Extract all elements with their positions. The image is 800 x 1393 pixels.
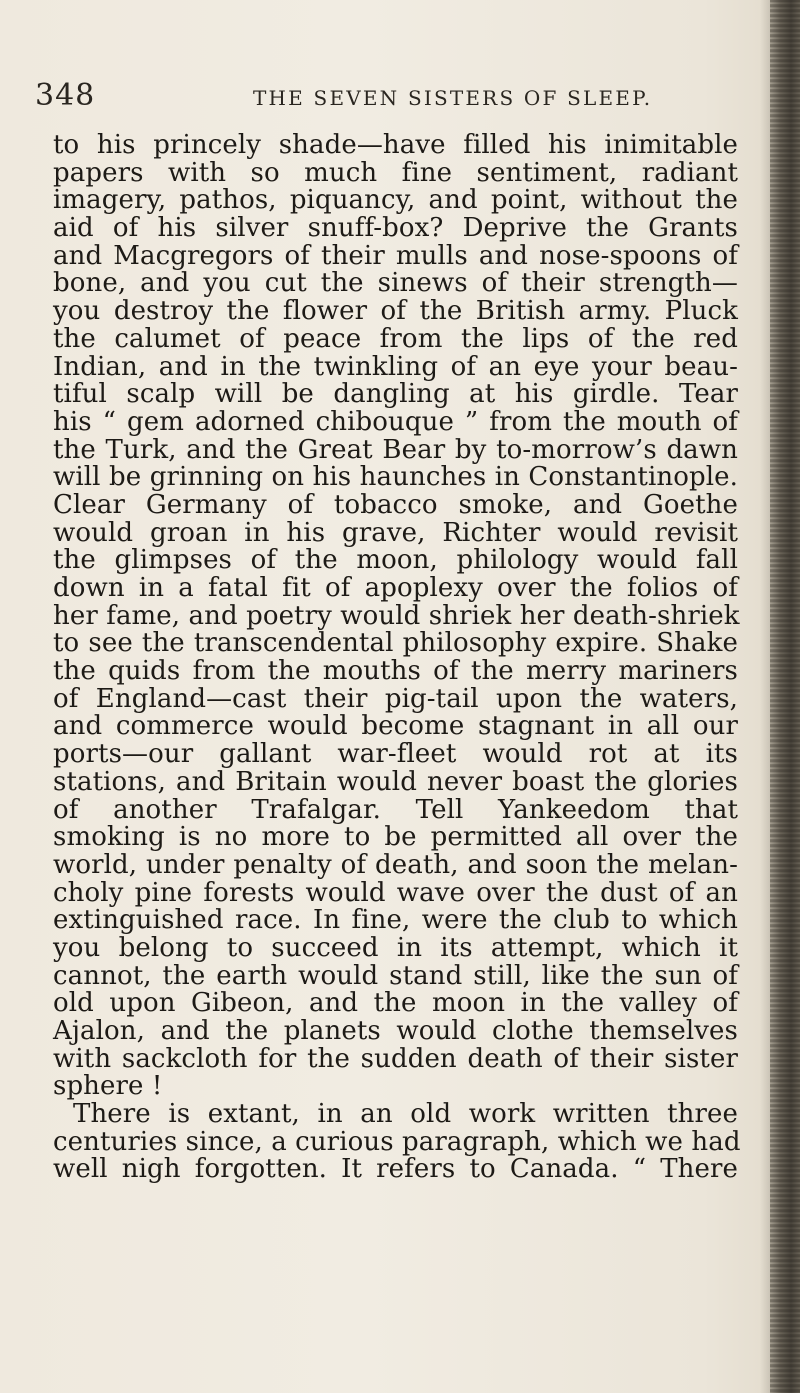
running-head: THE SEVEN SISTERS OF SLEEP.: [253, 86, 653, 110]
text-line: well nigh forgotten. It refers to Canada. “ There: [53, 1154, 738, 1185]
text-line: to his princely shade—have filled his inimitable: [53, 130, 738, 160]
text-line: choly pine forests would wave over the dust of an: [53, 877, 738, 908]
text-line: Indian, and in the twinkling of an eye your beau-: [53, 351, 738, 382]
text-line: smoking is no more to be permitted all over the: [53, 822, 738, 853]
text-line: the Turk, and the Great Bear by to-morrow’s dawn: [53, 434, 738, 465]
text-line: the calumet of peace from the lips of the red: [53, 323, 738, 354]
text-line: will be grinning on his haunches in Constantinople.: [53, 462, 738, 493]
text-line: world, under penalty of death, and soon the melan-: [53, 849, 738, 880]
text-line: would groan in his grave, Richter would revisit: [53, 517, 738, 548]
book-edge: [770, 0, 800, 1393]
page-number: 348: [35, 78, 96, 113]
page-gutter-shadow: [760, 0, 770, 1393]
paragraph-start-line: There is extant, in an old work written three: [73, 1099, 738, 1130]
text-line: old upon Gibeon, and the moon in the valley of: [53, 988, 738, 1019]
text-line: Ajalon, and the planets would clothe themselves: [53, 1016, 738, 1046]
text-line: and Macgregors of their mulls and nose-spoons of: [53, 240, 738, 271]
body-text: [53, 130, 741, 1185]
text-line: tiful scalp will be dangling at his girdle. Tear: [53, 379, 738, 410]
text-line: and commerce would become stagnant in all our: [53, 711, 738, 742]
text-line: bone, and you cut the sinews of their strength—: [53, 268, 738, 299]
text-line: the glimpses of the moon, philology would fall: [53, 545, 738, 576]
text-line: her fame, and poetry would shriek her death-shriek: [53, 600, 740, 631]
text-line: centuries since, a curious paragraph, which we had: [53, 1126, 741, 1157]
text-line: imagery, pathos, piquancy, and point, without the: [53, 185, 738, 216]
text-line: his “ gem adorned chibouque ” from the mouth of: [53, 406, 738, 437]
text-line: cannot, the earth would stand still, like the sun of: [53, 960, 738, 991]
paragraph-end-line: sphere !: [53, 1071, 163, 1102]
text-line: down in a fatal fit of apoplexy over the folios of: [53, 573, 738, 603]
page-header: [35, 78, 755, 118]
text-line: Clear Germany of tobacco smoke, and Goethe: [53, 489, 738, 520]
text-line: to see the transcendental philosophy expire. Shake: [53, 628, 738, 659]
text-line: extinguished race. In fine, were the club to which: [53, 905, 738, 936]
text-line: stations, and Britain would never boast the glories: [53, 766, 738, 797]
text-line: of England—cast their pig-tail upon the waters,: [53, 683, 738, 714]
text-line: of another Trafalgar. Tell Yankeedom that: [53, 794, 738, 825]
text-line: the quids from the mouths of the merry mariners: [53, 656, 738, 687]
text-line: aid of his silver snuff-box? Deprive the Grants: [53, 213, 738, 244]
text-line: you belong to succeed in its attempt, which it: [53, 932, 738, 963]
text-line: you destroy the flower of the British army. Pluck: [53, 296, 738, 327]
text-line: ports—our gallant war-fleet would rot at its: [53, 739, 738, 770]
text-line: papers with so much fine sentiment, radiant: [53, 157, 738, 188]
text-line: with sackcloth for the sudden death of their sister: [53, 1043, 738, 1074]
